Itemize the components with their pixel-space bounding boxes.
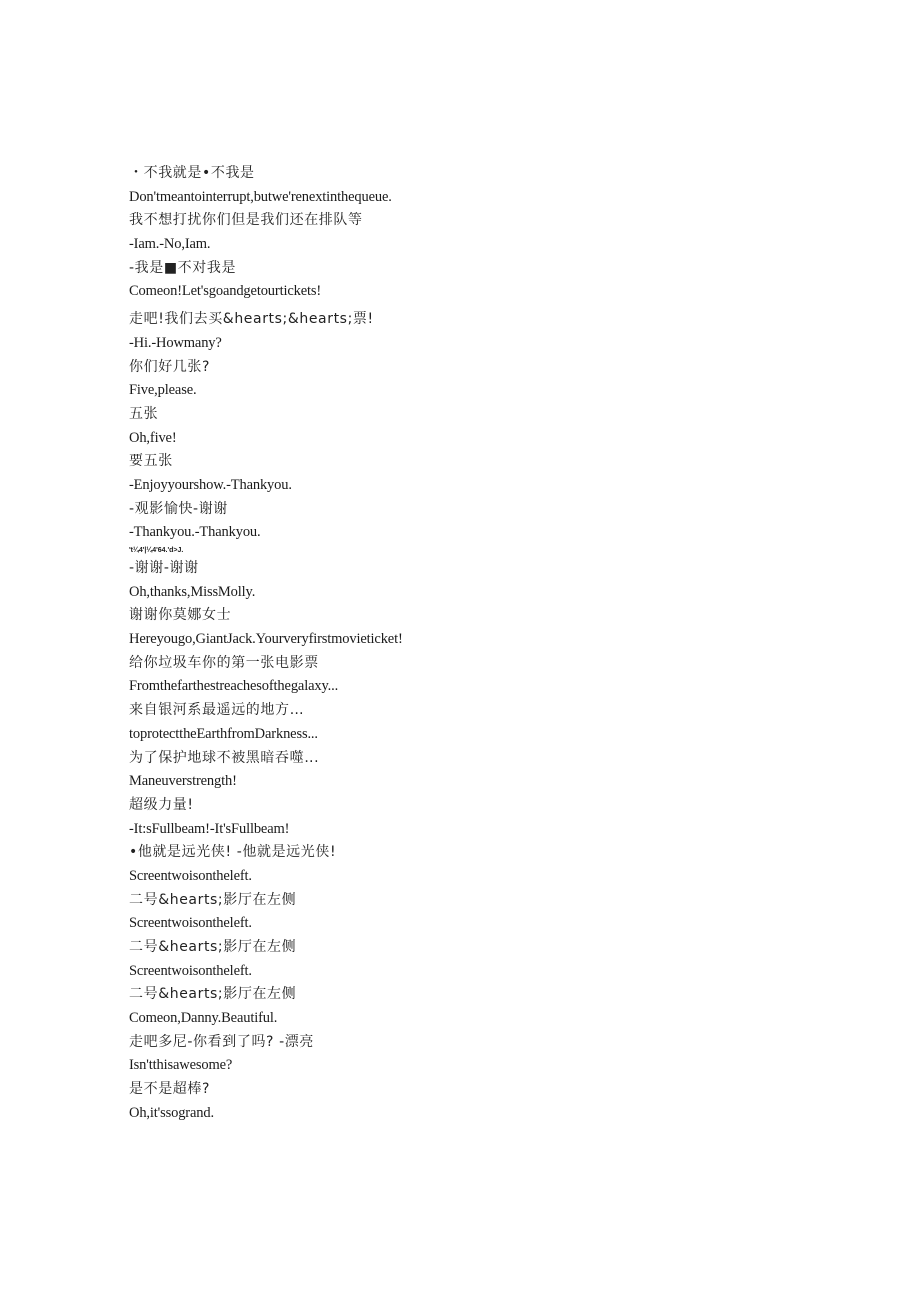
subtitle-line: -It:sFullbeam!-It'sFullbeam! [129,820,290,837]
subtitle-line: -Enjoyyourshow.-Thankyou. [129,476,292,493]
subtitle-line: 谢谢你莫娜女士 [129,607,232,624]
subtitle-line: Isn'tthisawesome? [129,1057,233,1074]
subtitle-line: Five,please. [129,382,197,399]
subtitle-line: toprotecttheEarthfromDarkness... [129,725,318,742]
subtitle-line: 超级力量! [129,796,194,813]
subtitle-line: 二号&hearts;影厅在左侧 [129,891,297,908]
subtitle-line: -我是■不对我是 [129,259,237,276]
subtitle-line: -观影愉快-谢谢 [129,500,228,517]
subtitle-line: Comeon,Danny.Beautiful. [129,1010,278,1027]
subtitle-line: Oh,thanks,MissMolly. [129,583,256,600]
subtitle-line: Oh,it'ssogrand. [129,1104,214,1121]
subtitle-line: 走吧!我们去买&hearts;&hearts;票! [129,311,374,328]
subtitle-line: 二号&hearts;影厅在左侧 [129,986,297,1003]
subtitle-line: ・不我就是•不我是 [129,165,255,181]
subtitle-line: 是不是超棒? [129,1081,211,1098]
subtitle-line: 你们好几张? [129,358,211,375]
subtitle-line: •他就是远光侠! -他就是远光侠! [129,844,337,861]
subtitle-line: -Thankyou.-Thankyou. [129,524,261,541]
garbled-line: 't¼4'|¼4'64.'d>J. [129,547,184,554]
subtitle-line: Screentwoisontheleft. [129,867,252,884]
subtitle-lines [129,162,829,1126]
subtitle-line: 我不想打扰你们但是我们还在排队等 [129,212,363,229]
subtitle-line: Hereyougo,GiantJack.Yourveryfirstmovieticket! [129,631,403,648]
subtitle-line: 来自银河系最遥远的地方… [129,702,305,719]
subtitle-line: 给你垃圾车你的第一张电影票 [129,654,319,671]
subtitle-line: 五张 [129,405,159,422]
subtitle-line: Screentwoisontheleft. [129,915,252,932]
subtitle-line: Maneuverstrength! [129,773,237,790]
subtitle-line: Oh,five! [129,429,177,446]
subtitle-line: 二号&hearts;影厅在左侧 [129,939,297,955]
subtitle-line: -Hi.-Howmany? [129,334,222,351]
subtitle-line: Don'tmeantointerrupt,butwe'renextinthequeue. [129,188,392,205]
subtitle-line: Fromthefarthestreachesofthegalaxy... [129,678,339,695]
subtitle-line: 为了保护地球不被黑暗吞噬‥. [129,749,320,766]
subtitle-line: 要五张 [129,453,173,470]
subtitle-line: Screentwoisontheleft. [129,962,252,979]
subtitle-line: -Iam.-No,Iam. [129,236,211,253]
subtitle-line: Comeon!Let'sgoandgetourtickets! [129,283,322,300]
subtitle-line: 走吧多尼-你看到了吗? -漂亮 [129,1033,314,1050]
subtitle-line: -谢谢-谢谢 [129,560,199,576]
